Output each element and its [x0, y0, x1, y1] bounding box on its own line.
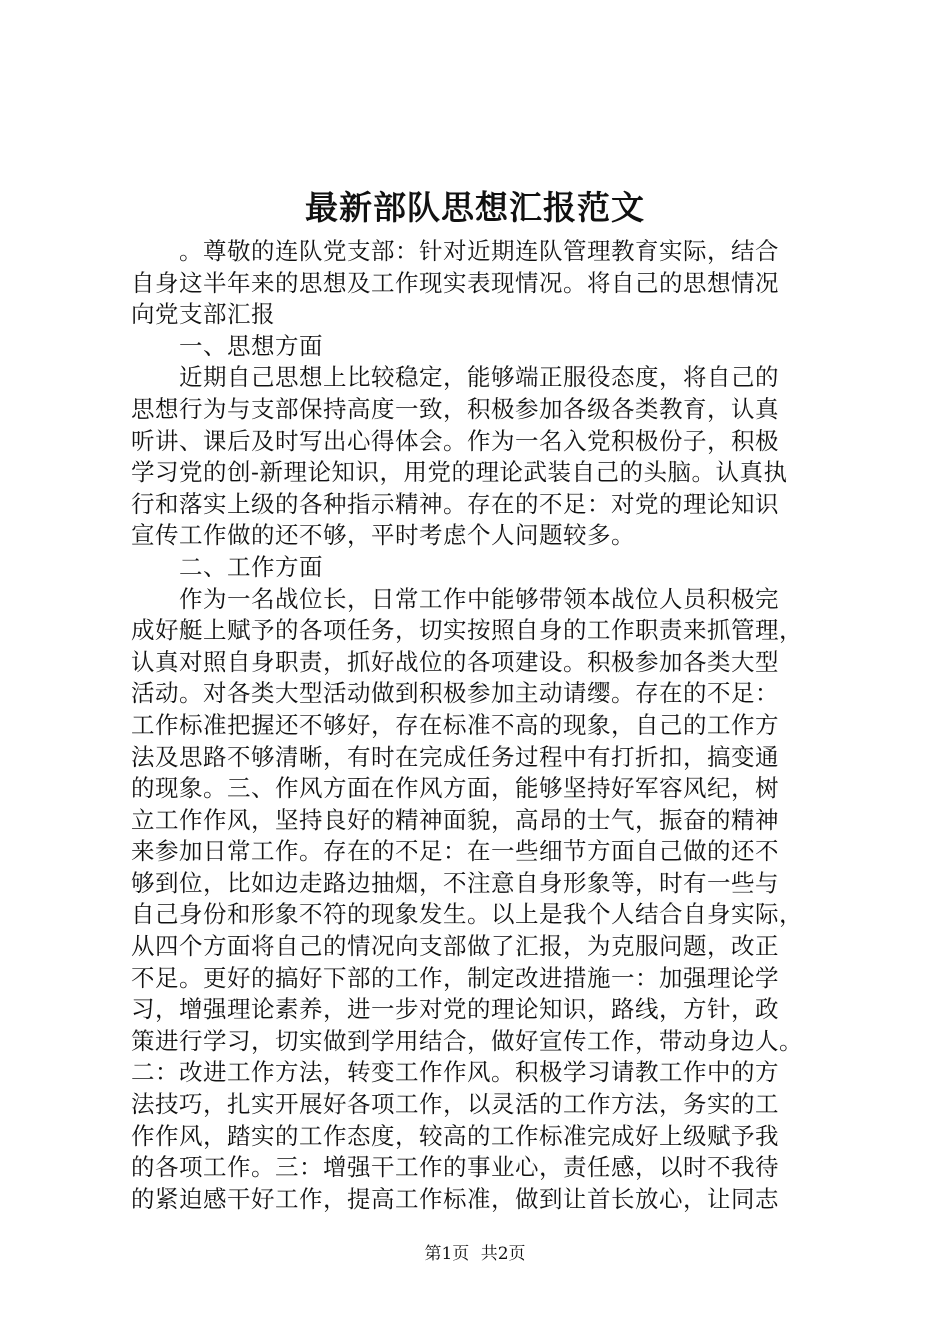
- body-line: 的各项工作。三：增强干工作的事业心，责任感，以时不我待: [131, 1153, 779, 1182]
- body-line: 向党支部汇报: [131, 300, 275, 329]
- body-line: 。尊敬的连队党支部：针对近期连队管理教育实际，结合: [179, 237, 779, 265]
- body-line: 近期自己思想上比较稳定，能够端正服役态度，将自己的: [179, 363, 779, 392]
- body-line: 思想行为与支部保持高度一致，积极参加各级各类教育，认真: [131, 394, 779, 423]
- body-line: 不足。更好的搞好下部的工作，制定改进措施一：加强理论学: [131, 963, 779, 992]
- body-line: 来参加日常工作。存在的不足：在一些细节方面自己做的还不: [131, 837, 779, 866]
- body-line: 工作标准把握还不够好，存在标准不高的现象，自己的工作方: [131, 710, 779, 739]
- body-line: 作为一名战位长，日常工作中能够带领本战位人员积极完: [179, 584, 779, 613]
- body-line: 够到位，比如边走路边抽烟，不注意自身形象等，时有一些与: [131, 868, 779, 897]
- body-line: 成好艇上赋予的各项任务，切实按照自身的工作职责来抓管理，: [131, 616, 803, 645]
- body-line: 立工作作风，坚持良好的精神面貌，高昂的士气，振奋的精神: [131, 805, 779, 834]
- body-line: 作作风，踏实的工作态度，较高的工作标准完成好上级赋予我: [131, 1121, 779, 1150]
- body-line: 法技巧，扎实开展好各项工作，以灵活的工作方法，务实的工: [131, 1090, 779, 1119]
- section-heading: 二、工作方面: [179, 552, 323, 581]
- body-line: 法及思路不够清晰，有时在完成任务过程中有打折扣，搞变通: [131, 742, 779, 771]
- body-line: 学习党的创-新理论知识，用党的理论武装自己的头脑。认真执: [131, 458, 788, 487]
- document-body: [131, 236, 831, 1215]
- body-line: 的现象。三、作风方面在作风方面，能够坚持好军容风纪，树: [131, 774, 779, 803]
- document-title: 最新部队思想汇报范文: [305, 188, 645, 227]
- section-heading: 一、思想方面: [179, 331, 323, 360]
- body-line: 二：改进工作方法，转变工作作风。积极学习请教工作中的方: [131, 1058, 779, 1087]
- body-line: 宣传工作做的还不够，平时考虑个人问题较多。: [131, 521, 635, 550]
- page-number-total: 共2页: [480, 1244, 526, 1264]
- body-line: 自己身份和形象不符的现象发生。以上是我个人结合自身实际，: [131, 900, 803, 929]
- body-line: 活动。对各类大型活动做到积极参加主动请缨。存在的不足：: [131, 679, 779, 708]
- body-line: 听讲、课后及时写出心得体会。作为一名入党积极份子，积极: [131, 426, 779, 455]
- body-line: 的紧迫感干好工作，提高工作标准，做到让首长放心，让同志: [131, 1184, 779, 1213]
- body-line: 习，增强理论素养，进一步对党的理论知识，路线，方针，政: [131, 995, 779, 1024]
- body-line: 自身这半年来的思想及工作现实表现情况。将自己的思想情况: [131, 268, 779, 297]
- body-line: 策进行学习，切实做到学用结合，做好宣传工作，带动身边人。: [131, 1026, 803, 1055]
- page-footer: [0, 1242, 950, 1266]
- body-line: 从四个方面将自己的情况向支部做了汇报，为克服问题，改正: [131, 932, 779, 961]
- body-line: 认真对照自身职责，抓好战位的各项建设。积极参加各类大型: [131, 647, 779, 676]
- page-number-current: 第1页: [424, 1244, 470, 1264]
- body-line: 行和落实上级的各种指示精神。存在的不足：对党的理论知识: [131, 489, 779, 518]
